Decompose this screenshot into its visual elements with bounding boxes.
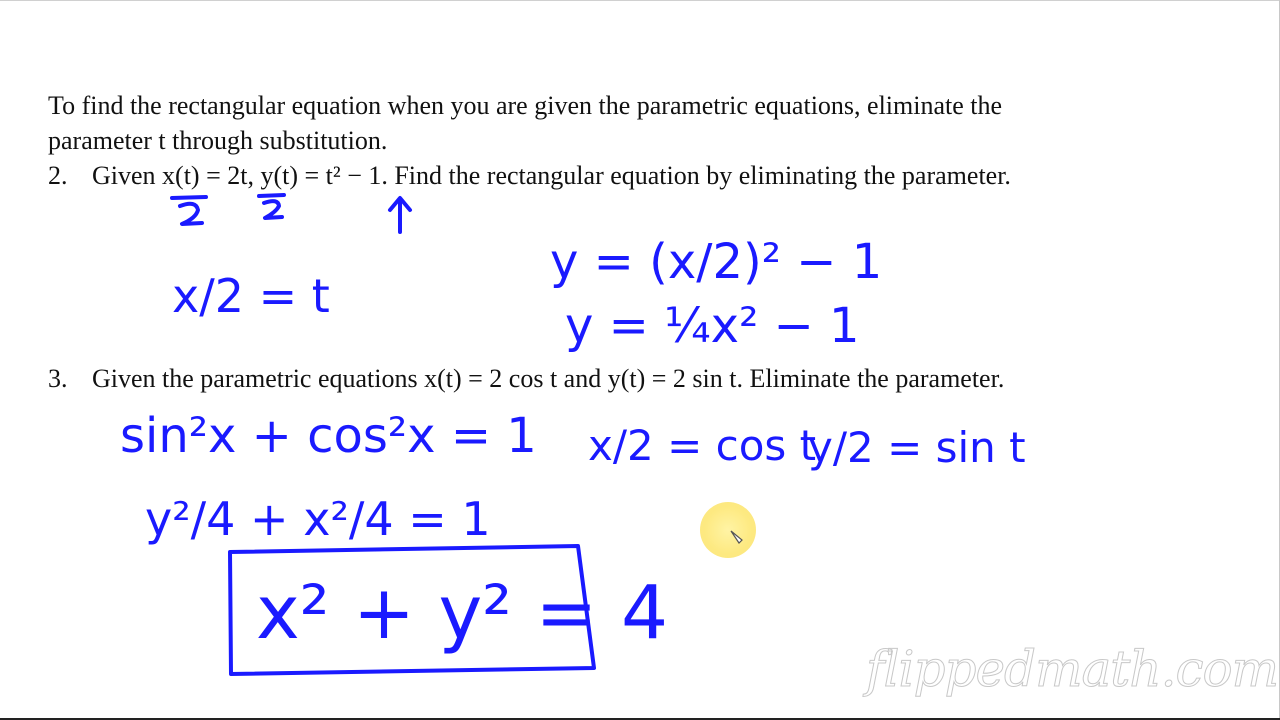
p2-step3 <box>565 298 860 354</box>
svg-text:x/2 = cos t: x/2 = cos t <box>588 421 817 470</box>
problem-2-text: Given x(t) = 2t, y(t) = t² − 1. Find the rectangular equation by eliminating the parameter. <box>92 161 1011 190</box>
svg-text:y = (x/2)² − 1: y = (x/2)² − 1 <box>550 234 883 290</box>
pen-pointer-icon <box>730 530 744 544</box>
watermark: flippedmath.com <box>865 640 1278 698</box>
divide-by-two-marks <box>172 195 410 232</box>
problem-3-number: 3. <box>48 364 68 393</box>
svg-text:y²/4 + x²/4 = 1: y²/4 + x²/4 = 1 <box>145 492 491 546</box>
p3-answer-box <box>230 546 668 674</box>
problem-3-text: Given the parametric equations x(t) = 2 cos t and y(t) = 2 sin t. Eliminate the parameter. <box>92 364 1005 393</box>
cursor-highlight <box>700 502 756 558</box>
intro-line-1: To find the rectangular equation when you are given the parametric equations, eliminate the <box>48 91 1003 120</box>
svg-text:x² + y² = 4: x² + y² = 4 <box>256 570 669 656</box>
svg-text:y = ¼x² − 1: y = ¼x² − 1 <box>565 298 860 354</box>
problem-2-number: 2. <box>48 161 68 190</box>
svg-text:sin²x + cos²x = 1: sin²x + cos²x = 1 <box>120 408 537 464</box>
intro-line-2: parameter t through substitution. <box>48 126 388 155</box>
svg-text:y/2 = sin t: y/2 = sin t <box>808 423 1026 472</box>
p3-y-substitution <box>808 423 1026 472</box>
p3-substitution <box>145 492 491 546</box>
p2-step2 <box>550 234 882 290</box>
p3-x-substitution <box>588 421 816 470</box>
p3-identity <box>120 408 537 464</box>
svg-text:x/2 = t: x/2 = t <box>172 269 330 323</box>
p2-step1 <box>172 269 330 323</box>
